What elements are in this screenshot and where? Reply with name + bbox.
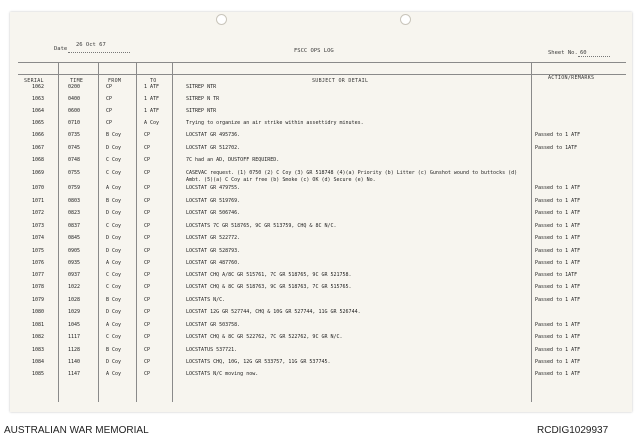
row-1064-to: 1 ATF xyxy=(144,108,160,114)
col-header-to: TO xyxy=(150,78,157,84)
row-1063-from: CP xyxy=(106,96,113,102)
row-1062-to: 1 ATF xyxy=(144,84,160,90)
row-1073-detail: LOCSTATS 7C GR 518765, 9C GR 513759, CHQ & 8C N/C. xyxy=(186,223,337,229)
row-1068-serial: 1068 xyxy=(32,157,45,163)
row-1073-time: 0837 xyxy=(68,223,81,229)
row-1072-action: Passed to 1 ATF xyxy=(535,210,581,216)
row-1084-to: CP xyxy=(144,359,151,365)
row-1075-serial: 1075 xyxy=(32,248,45,254)
row-1079-serial: 1079 xyxy=(32,297,45,303)
row-1082-from: C Coy xyxy=(106,334,122,340)
row-1075-detail: LOCSTAT GR 528793. xyxy=(186,248,241,254)
row-1065-time: 0710 xyxy=(68,120,81,126)
row-1068-from: C Coy xyxy=(106,157,122,163)
row-1073-action: Passed to 1 ATF xyxy=(535,223,581,229)
row-1078-action: Passed to 1 ATF xyxy=(535,284,581,290)
row-1075-from: D Coy xyxy=(106,248,122,254)
row-1069-from: C Coy xyxy=(106,170,122,176)
row-1078-time: 1022 xyxy=(68,284,81,290)
row-1066-action: Passed to 1 ATF xyxy=(535,132,581,138)
row-1066-detail: LOCSTAT GR 495736. xyxy=(186,132,241,138)
row-1081-action: Passed to 1 ATF xyxy=(535,322,581,328)
row-1074-to: CP xyxy=(144,235,151,241)
row-1079-to: CP xyxy=(144,297,151,303)
row-1063-detail: SITREP N TR xyxy=(186,96,220,102)
row-1071-detail: LOCSTAT GR 519769. xyxy=(186,198,241,204)
row-1069-to: CP xyxy=(144,170,151,176)
row-1081-detail: LOCSTAT GR 503758. xyxy=(186,322,241,328)
row-1076-action: Passed to 1 ATF xyxy=(535,260,581,266)
row-1079-detail: LOCSTATS N/C. xyxy=(186,297,226,303)
row-1070-serial: 1070 xyxy=(32,185,45,191)
row-1068-detail: 7C had an AD, DUSTOFF REQUIRED. xyxy=(186,157,280,163)
row-1077-serial: 1077 xyxy=(32,272,45,278)
row-1083-action: Passed to 1 ATF xyxy=(535,347,581,353)
punch-hole-right xyxy=(400,14,411,25)
row-1062-time: 0200 xyxy=(68,84,81,90)
row-1076-serial: 1076 xyxy=(32,260,45,266)
row-1067-serial: 1067 xyxy=(32,145,45,151)
row-1081-to: CP xyxy=(144,322,151,328)
row-1078-to: CP xyxy=(144,284,151,290)
row-1064-time: 0600 xyxy=(68,108,81,114)
row-1063-to: 1 ATF xyxy=(144,96,160,102)
row-1085-time: 1147 xyxy=(68,371,81,377)
row-1083-detail: LOCSTATUS 537721. xyxy=(186,347,238,353)
row-1075-action: Passed to 1 ATF xyxy=(535,248,581,254)
row-1080-serial: 1080 xyxy=(32,309,45,315)
col-divider-2 xyxy=(98,62,99,402)
row-1074-action: Passed to 1 ATF xyxy=(535,235,581,241)
row-1066-to: CP xyxy=(144,132,151,138)
row-1085-serial: 1085 xyxy=(32,371,45,377)
row-1082-to: CP xyxy=(144,334,151,340)
col-header-serial: SERIAL xyxy=(24,78,44,84)
row-1075-to: CP xyxy=(144,248,151,254)
row-1065-serial: 1065 xyxy=(32,120,45,126)
row-1068-time: 0748 xyxy=(68,157,81,163)
row-1073-from: C Coy xyxy=(106,223,122,229)
row-1075-time: 0905 xyxy=(68,248,81,254)
punch-hole-left xyxy=(216,14,227,25)
col-header-time: TIME xyxy=(70,78,84,84)
row-1076-to: CP xyxy=(144,260,151,266)
row-1074-from: D Coy xyxy=(106,235,122,241)
col-divider-4 xyxy=(172,62,173,402)
log-title: FSCC OPS LOG xyxy=(294,48,334,54)
row-1080-detail: LOCSTAT 12G GR 527744, CHQ & 10G GR 527744, 11G GR 526744. xyxy=(186,309,361,315)
sheet-value: 60 xyxy=(580,50,587,56)
row-1069-detail: CASEVAC request. (1) 0750 (2) C Coy (3) GR 518748 (4)(a) Priority (b) Litter (c) Gunshot wound to buttocks (d) xyxy=(186,170,518,176)
row-1080-from: D Coy xyxy=(106,309,122,315)
row-1067-to: CP xyxy=(144,145,151,151)
row-1085-to: CP xyxy=(144,371,151,377)
footer-reference: RCDIG1029937 xyxy=(537,425,609,436)
row-1063-serial: 1063 xyxy=(32,96,45,102)
row-1077-detail: LOCSTAT CHQ A/8C GR 515761, 7C GR 518765, 9C GR 521758. xyxy=(186,272,352,278)
row-1083-serial: 1083 xyxy=(32,347,45,353)
row-1064-from: CP xyxy=(106,108,113,114)
date-label: Date xyxy=(54,46,68,52)
row-1079-action: Passed to 1 ATF xyxy=(535,297,581,303)
row-1062-serial: 1062 xyxy=(32,84,45,90)
row-1070-action: Passed to 1 ATF xyxy=(535,185,581,191)
row-1067-time: 0745 xyxy=(68,145,81,151)
row-1072-to: CP xyxy=(144,210,151,216)
row-1065-to: A Coy xyxy=(144,120,160,126)
row-1068-to: CP xyxy=(144,157,151,163)
row-1083-from: B Coy xyxy=(106,347,122,353)
row-1066-from: B Coy xyxy=(106,132,122,138)
row-1081-from: A Coy xyxy=(106,322,122,328)
footer-credit: AUSTRALIAN WAR MEMORIAL xyxy=(4,425,149,436)
row-1064-serial: 1064 xyxy=(32,108,45,114)
row-1082-detail: LOCSTAT CHQ & 8C GR 522762, 7C GR 522762, 9C GR N/C. xyxy=(186,334,343,340)
row-1084-time: 1140 xyxy=(68,359,81,365)
row-1085-from: A Coy xyxy=(106,371,122,377)
row-1076-time: 0935 xyxy=(68,260,81,266)
col-header-action: ACTION/REMARKS xyxy=(548,75,595,81)
row-1081-serial: 1081 xyxy=(32,322,45,328)
row-1072-serial: 1072 xyxy=(32,210,45,216)
row-1084-serial: 1084 xyxy=(32,359,45,365)
row-1084-action: Passed to 1 ATF xyxy=(535,359,581,365)
row-1079-from: B Coy xyxy=(106,297,122,303)
date-dots xyxy=(68,52,130,53)
log-sheet xyxy=(10,12,632,412)
col-divider-1 xyxy=(58,62,59,402)
row-1074-serial: 1074 xyxy=(32,235,45,241)
row-1082-serial: 1082 xyxy=(32,334,45,340)
row-1072-from: D Coy xyxy=(106,210,122,216)
row-1083-time: 1128 xyxy=(68,347,81,353)
row-1072-time: 0823 xyxy=(68,210,81,216)
row-1084-from: D Coy xyxy=(106,359,122,365)
row-1071-time: 0803 xyxy=(68,198,81,204)
sheet-label: Sheet No. xyxy=(548,50,578,56)
row-1071-action: Passed to 1 ATF xyxy=(535,198,581,204)
row-1070-from: A Coy xyxy=(106,185,122,191)
row-1082-time: 1117 xyxy=(68,334,81,340)
row-1076-detail: LOCSTAT GR 487760. xyxy=(186,260,241,266)
row-1082-action: Passed to 1 ATF xyxy=(535,334,581,340)
row-1078-from: C Coy xyxy=(106,284,122,290)
row-1069-time: 0755 xyxy=(68,170,81,176)
row-1081-time: 1045 xyxy=(68,322,81,328)
row-1062-from: CP xyxy=(106,84,113,90)
row-1066-serial: 1066 xyxy=(32,132,45,138)
row-1065-from: CP xyxy=(106,120,113,126)
row-1080-time: 1029 xyxy=(68,309,81,315)
row-1077-time: 0937 xyxy=(68,272,81,278)
col-divider-3 xyxy=(136,62,137,402)
header-rule xyxy=(18,74,626,75)
row-1079-time: 1028 xyxy=(68,297,81,303)
row-1070-to: CP xyxy=(144,185,151,191)
col-header-subject: SUBJECT OR DETAIL xyxy=(312,78,369,84)
sheet-dots xyxy=(578,56,610,57)
row-1077-action: Passed to 1ATF xyxy=(535,272,578,278)
col-header-from: FROM xyxy=(108,78,122,84)
row-1074-detail: LOCSTAT GR 522772. xyxy=(186,235,241,241)
row-1076-from: A Coy xyxy=(106,260,122,266)
row-1070-time: 0759 xyxy=(68,185,81,191)
row-1065-detail: Trying to organize an air strike within assettidry minutes. xyxy=(186,120,364,126)
row-1067-from: D Coy xyxy=(106,145,122,151)
row-1078-detail: LOCSTAT CHQ & 8C GR 518763, 9C GR 518763, 7C GR 515765. xyxy=(186,284,352,290)
row-1083-to: CP xyxy=(144,347,151,353)
row-1069-serial: 1069 xyxy=(32,170,45,176)
row-1085-detail: LOCSTATS N/C moving now. xyxy=(186,371,259,377)
row-1063-time: 0400 xyxy=(68,96,81,102)
row-1078-serial: 1078 xyxy=(32,284,45,290)
row-1080-to: CP xyxy=(144,309,151,315)
row-1071-serial: 1071 xyxy=(32,198,45,204)
row-1073-serial: 1073 xyxy=(32,223,45,229)
row-1070-detail: LOCSTAT GR 479755. xyxy=(186,185,241,191)
row-1067-detail: LOCSTAT GR 512702. xyxy=(186,145,241,151)
row-1071-to: CP xyxy=(144,198,151,204)
row-1074-time: 0845 xyxy=(68,235,81,241)
row-1066-time: 0735 xyxy=(68,132,81,138)
row-1084-detail: LOCSTATS CHQ, 10G, 12G GR 533757, 11G GR 537745. xyxy=(186,359,331,365)
row-1071-from: B Coy xyxy=(106,198,122,204)
row-1067-action: Passed to 1ATF xyxy=(535,145,578,151)
row-1085-action: Passed to 1 ATF xyxy=(535,371,581,377)
row-1062-detail: SITREP NTR xyxy=(186,84,217,90)
row-1077-to: CP xyxy=(144,272,151,278)
row-1069-detail-continued: Ambt. (5)(a) C Coy air free (b) Smoke (c) OK (d) Secure (e) No. xyxy=(186,177,376,183)
table-top-rule xyxy=(18,62,626,63)
row-1077-from: C Coy xyxy=(106,272,122,278)
row-1073-to: CP xyxy=(144,223,151,229)
row-1072-detail: LOCSTAT GR 506746. xyxy=(186,210,241,216)
col-divider-5 xyxy=(531,62,532,402)
date-value: 26 Oct 67 xyxy=(76,42,106,48)
row-1064-detail: SITREP NTR xyxy=(186,108,217,114)
